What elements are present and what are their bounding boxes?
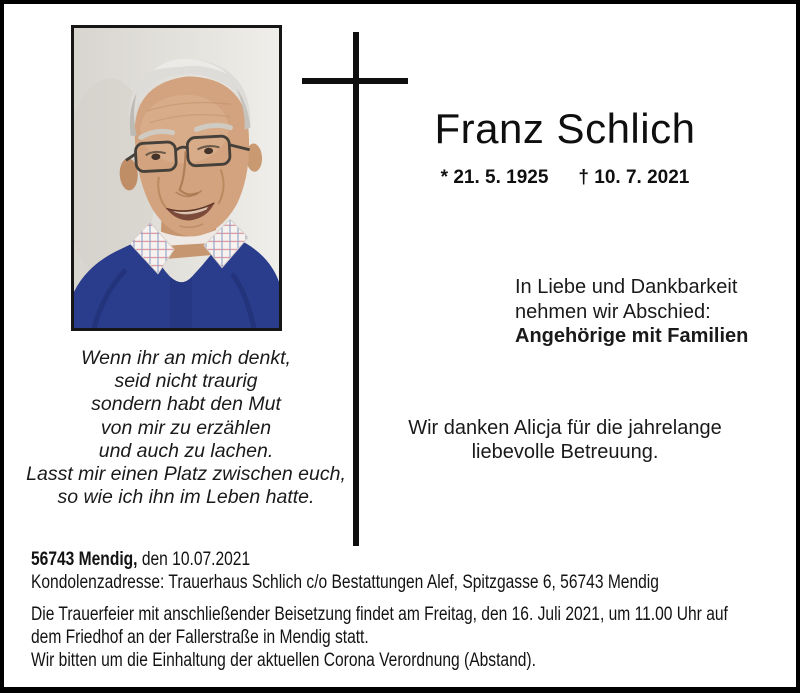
cross-vertical-bar bbox=[353, 32, 359, 546]
farewell-line-1: In Liebe und Dankbarkeit bbox=[515, 276, 738, 298]
funeral-line-2: dem Friedhof an der Fallerstraße in Mendig statt. bbox=[31, 627, 369, 648]
corona-note: Wir bitten um die Einhaltung der aktuellen Corona Verordnung (Abstand). bbox=[31, 650, 536, 671]
caregiver-thanks-text bbox=[400, 416, 730, 464]
poem-line-1: Wenn ihr an mich denkt, bbox=[81, 347, 291, 369]
thanks-line-2: liebevolle Betreuung. bbox=[471, 441, 659, 463]
thanks-line-1: Wir danken Alicja für die jahrelange bbox=[408, 417, 722, 439]
memorial-poem bbox=[26, 347, 346, 509]
portrait-illustration bbox=[74, 28, 279, 328]
place-city: 56743 Mendig, bbox=[31, 549, 138, 570]
footer-block bbox=[31, 548, 800, 672]
condolence-address: Kondolenzadresse: Trauerhaus Schlich c/o Bestattungen Alef, Spitzgasse 6, 56743 Mendig bbox=[31, 572, 659, 593]
mourners-line: Angehörige mit Familien bbox=[515, 325, 749, 347]
poem-line-2: seid nicht traurig bbox=[114, 370, 258, 393]
life-dates bbox=[400, 166, 730, 189]
farewell-line-2: nehmen wir Abschied: bbox=[515, 300, 711, 323]
poem-line-6: Lasst mir einen Platz zwischen euch, bbox=[26, 463, 346, 486]
funeral-line-1: Die Trauerfeier mit anschließender Beisetzung findet am Freitag, den 16. Juli 2021, um 11.00 Uhr auf bbox=[31, 604, 728, 625]
poem-line-5: und auch zu lachen. bbox=[98, 439, 274, 462]
place-and-date-line bbox=[31, 548, 728, 571]
poem-line-7: so wie ich ihn im Leben hatte. bbox=[57, 486, 315, 509]
poem-line-4: von mir zu erzählen bbox=[100, 416, 272, 439]
birth-date: * 21. 5. 1925 bbox=[440, 167, 549, 188]
deceased-name: Franz Schlich bbox=[434, 105, 696, 152]
poem-line-3: sondern habt den Mut bbox=[91, 393, 281, 416]
farewell-text bbox=[515, 275, 748, 349]
letter-date: den 10.07.2021 bbox=[137, 549, 251, 570]
death-date: † 10. 7. 2021 bbox=[578, 167, 690, 188]
cross-horizontal-bar bbox=[302, 78, 408, 84]
portrait-photo bbox=[71, 25, 282, 331]
